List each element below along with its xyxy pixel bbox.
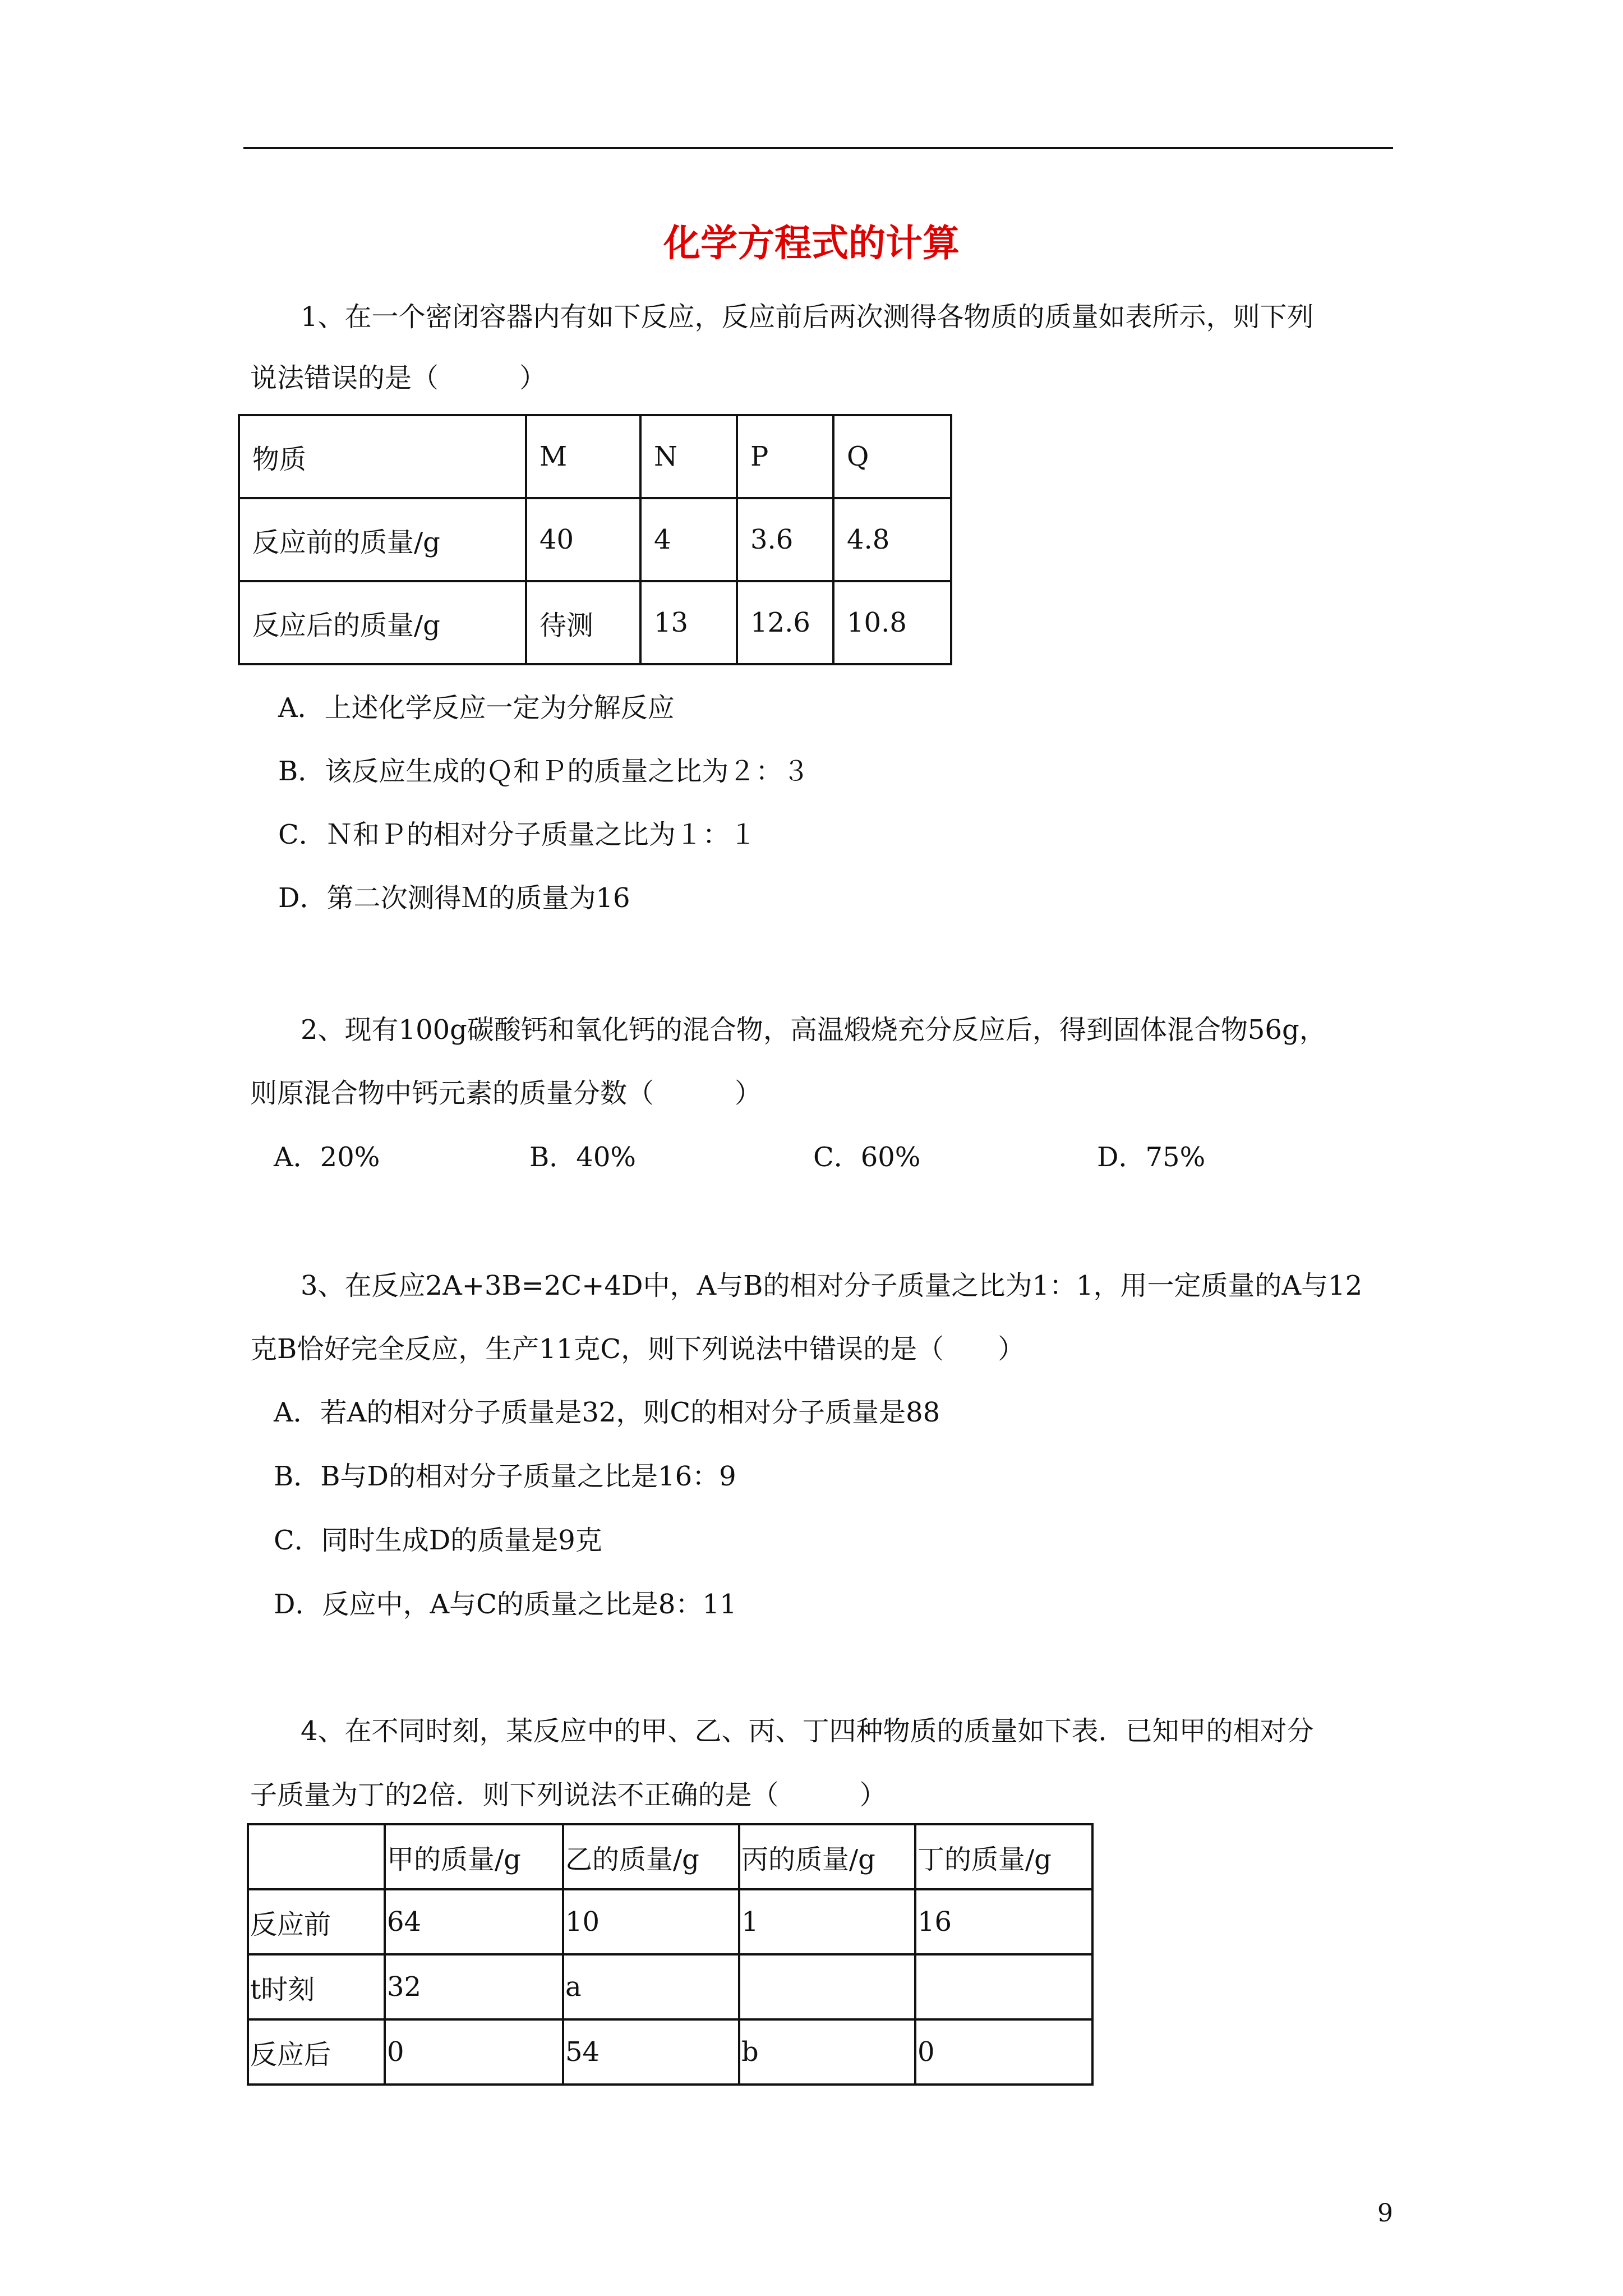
table-cell: 甲的质量/g — [385, 1824, 563, 1889]
q3-option-c: C．同时生成D的质量是9克 — [274, 1525, 602, 1556]
table-cell: 64 — [385, 1889, 563, 1954]
table-cell: N — [640, 415, 737, 498]
table-cell: a — [563, 1954, 739, 2019]
table-cell: 反应后的质量/g — [239, 581, 526, 664]
table-cell: 40 — [526, 498, 640, 581]
table-cell: b — [739, 2019, 915, 2085]
table-cell: 4.8 — [833, 498, 951, 581]
table-row — [248, 2019, 1092, 2085]
q2-option-d: D．75% — [1097, 1142, 1206, 1173]
q2-option-c: C．60% — [813, 1142, 921, 1173]
q4-stem-line2: 子质量为丁的2倍．则下列说法不正确的是（ ） — [250, 1779, 887, 1811]
table-cell: 32 — [385, 1954, 563, 2019]
table-cell — [915, 1954, 1092, 2019]
q4-stem-line1: 4、在不同时刻，某反应中的甲、乙、丙、丁四种物质的质量如下表．已知甲的相对分 — [301, 1715, 1314, 1747]
table-row — [248, 1954, 1092, 2019]
table-cell: t时刻 — [248, 1954, 385, 2019]
table-cell: 10.8 — [833, 581, 951, 664]
q4-table — [247, 1823, 1094, 2086]
table-cell: 10 — [563, 1889, 739, 1954]
q1-option-c: C．Ｎ和Ｐ的相对分子质量之比为１：１ — [278, 819, 757, 850]
table-cell: 丙的质量/g — [739, 1824, 915, 1889]
q2-option-a: A．20% — [274, 1142, 380, 1173]
q1-stem-line2: 说法错误的是（ ） — [250, 362, 547, 394]
page-title: 化学方程式的计算 — [663, 222, 960, 265]
table-row — [248, 1889, 1092, 1954]
table-cell: 反应后 — [248, 2019, 385, 2085]
q1-option-d: D．第二次测得Ｍ的质量为16 — [278, 882, 630, 914]
q1-stem-line1: 1、在一个密闭容器内有如下反应，反应前后两次测得各物质的质量如表所示，则下列 — [301, 301, 1314, 333]
q3-stem-line2: 克B恰好完全反应，生产11克C，则下列说法中错误的是（ ） — [250, 1333, 1025, 1365]
table-cell: 反应前的质量/g — [239, 498, 526, 581]
page-number: 9 — [1377, 2199, 1393, 2228]
table-cell: 反应前 — [248, 1889, 385, 1954]
q1-option-a: A．上述化学反应一定为分解反应 — [278, 692, 675, 724]
q3-option-b: B．B与D的相对分子质量之比是16：9 — [274, 1461, 736, 1492]
table-row — [239, 581, 951, 664]
table-cell: 1 — [739, 1889, 915, 1954]
table-cell: 16 — [915, 1889, 1092, 1954]
q2-stem-line1: 2、现有100g碳酸钙和氧化钙的混合物，高温煅烧充分反应后，得到固体混合物56g， — [301, 1014, 1326, 1046]
q3-option-a: A．若A的相对分子质量是32，则C的相对分子质量是88 — [274, 1397, 940, 1428]
table-cell: 0 — [385, 2019, 563, 2085]
table-cell: 待测 — [526, 581, 640, 664]
table-cell: Q — [833, 415, 951, 498]
table-cell: 0 — [915, 2019, 1092, 2085]
table-cell: 物质 — [239, 415, 526, 498]
table-row — [248, 1824, 1092, 1889]
q1-table — [238, 414, 952, 665]
table-cell: P — [737, 415, 833, 498]
table-cell: 12.6 — [737, 581, 833, 664]
q1-option-b: B．该反应生成的Ｑ和Ｐ的质量之比为２：３ — [278, 756, 810, 787]
table-cell: 13 — [640, 581, 737, 664]
q2-option-b: B．40% — [529, 1142, 636, 1173]
table-row — [239, 498, 951, 581]
header-rule — [243, 147, 1393, 149]
table-cell — [739, 1954, 915, 2019]
table-cell: 乙的质量/g — [563, 1824, 739, 1889]
table-cell: 54 — [563, 2019, 739, 2085]
q2-stem-line2: 则原混合物中钙元素的质量分数（ ） — [250, 1078, 762, 1109]
table-cell: 4 — [640, 498, 737, 581]
table-cell: 丁的质量/g — [915, 1824, 1092, 1889]
table-cell: 3.6 — [737, 498, 833, 581]
table-row — [239, 415, 951, 498]
table-cell: M — [526, 415, 640, 498]
q3-option-d: D．反应中，A与C的质量之比是8：11 — [274, 1589, 737, 1620]
table-cell — [248, 1824, 385, 1889]
q3-stem-line1: 3、在反应2A+3B=2C+4D中，A与B的相对分子质量之比为1：1，用一定质量的A与12 — [301, 1270, 1363, 1301]
